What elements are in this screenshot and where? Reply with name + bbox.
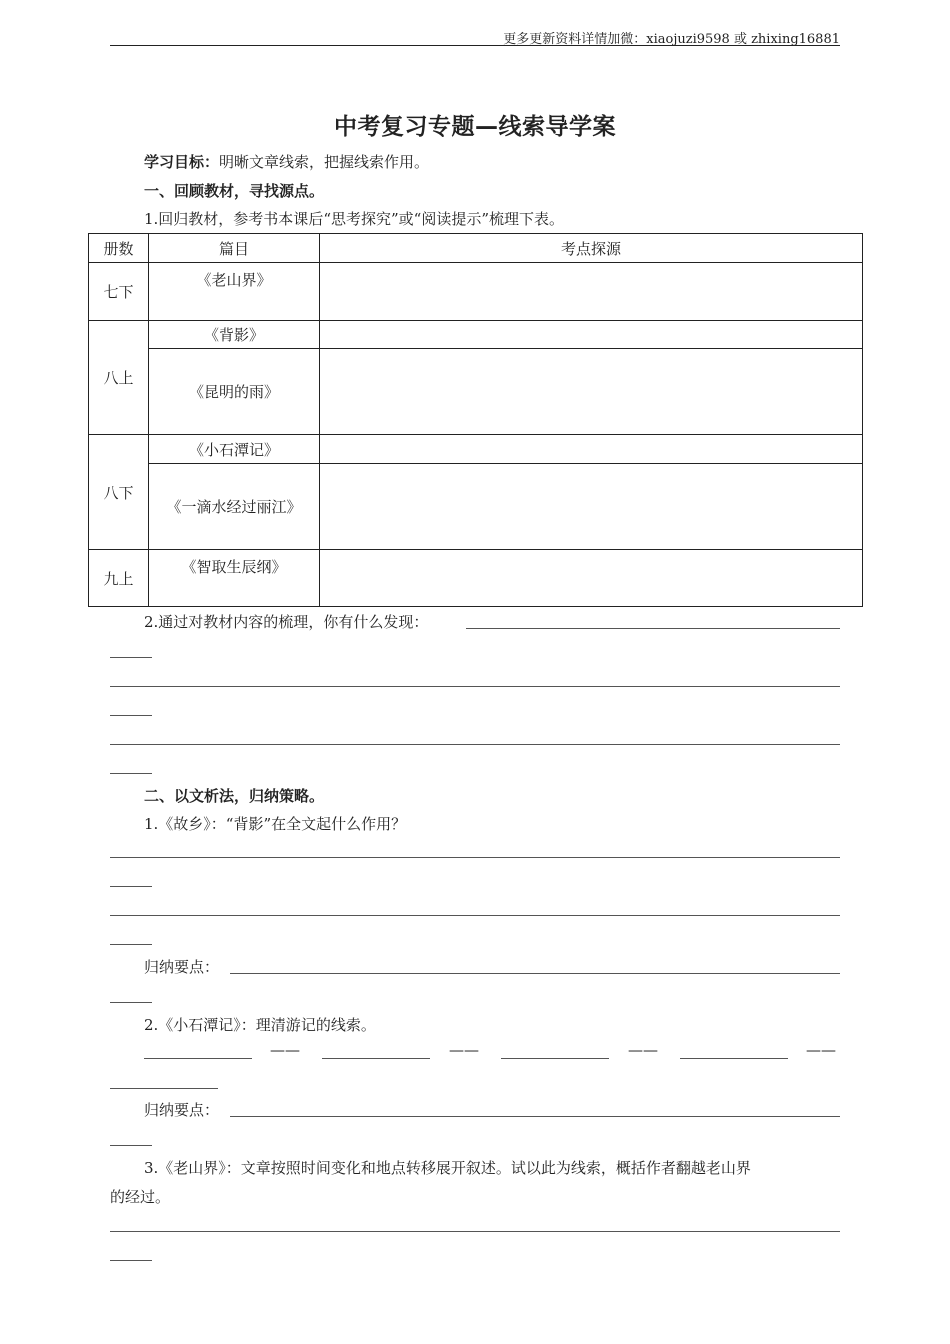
section1-question-1: 1.回归教材，参考书本课后“思考探究”或“阅读提示”梳理下表。: [144, 210, 564, 228]
table-row: [89, 321, 863, 349]
volume-cell: 九上: [89, 550, 149, 607]
title-cell: 《一滴水经过丽江》: [149, 464, 320, 550]
section2-question-3-line1: 3.《老山界》：文章按照时间变化和地点转移展开叙述。试以此为线索，概括作者翻越老山界: [144, 1159, 751, 1177]
section2-question-3-line2: 的经过。: [110, 1188, 171, 1206]
clue-blank-3[interactable]: [501, 1058, 609, 1059]
objective-text: 明晰文章线索，把握线索作用。: [219, 153, 430, 171]
answer-blank-short[interactable]: [110, 657, 152, 658]
answer-blank-short[interactable]: [110, 715, 152, 716]
table-row: [89, 263, 863, 321]
table-header-source: 考点探源: [320, 234, 863, 263]
answer-blank[interactable]: [110, 686, 840, 687]
volume-cell: 八下: [89, 435, 149, 550]
clue-blank-4[interactable]: [680, 1058, 788, 1059]
answer-cell[interactable]: [320, 464, 863, 550]
answer-blank[interactable]: [230, 1116, 840, 1117]
title-cell: 《昆明的雨》: [149, 349, 320, 435]
answer-blank[interactable]: [110, 915, 840, 916]
summary-label-2: 归纳要点：: [144, 1101, 220, 1119]
answer-blank[interactable]: [230, 973, 840, 974]
answer-blank[interactable]: [466, 628, 840, 629]
answer-cell[interactable]: [320, 263, 863, 321]
answer-blank-short[interactable]: [110, 773, 152, 774]
section1-question-2-line: [110, 612, 840, 632]
answer-cell[interactable]: [320, 435, 863, 464]
header-rule: [110, 45, 840, 46]
table-row: [89, 349, 863, 435]
answer-blank-short[interactable]: [110, 1260, 152, 1261]
clue-dash: ——: [449, 1041, 479, 1059]
answer-blank[interactable]: [110, 1231, 840, 1232]
table-row: [89, 550, 863, 607]
volume-cell: 八上: [89, 321, 149, 435]
table-row: [89, 435, 863, 464]
title-cell: 《老山界》: [149, 263, 320, 321]
answer-blank-short[interactable]: [110, 944, 152, 945]
table-header-row: [89, 234, 863, 263]
answer-cell[interactable]: [320, 321, 863, 349]
objective-line: [110, 152, 840, 172]
title-cell: 《智取生辰纲》: [149, 550, 320, 607]
table-header-title: 篇目: [149, 234, 320, 263]
clue-blank-1[interactable]: [144, 1058, 252, 1059]
section1-question-2: 2.通过对教材内容的梳理，你有什么发现：: [144, 613, 429, 631]
answer-blank[interactable]: [110, 744, 840, 745]
page-title: 中考复习专题—线索导学案: [334, 114, 616, 140]
clue-dash: ——: [270, 1041, 300, 1059]
answer-cell[interactable]: [320, 550, 863, 607]
volume-cell: 七下: [89, 263, 149, 321]
title-cell: 《小石潭记》: [149, 435, 320, 464]
summary-label-1: 归纳要点：: [144, 958, 220, 976]
review-table: [88, 233, 863, 607]
answer-blank-short[interactable]: [110, 1145, 152, 1146]
clue-dash: ——: [628, 1041, 658, 1059]
clue-blank-5[interactable]: [110, 1088, 218, 1089]
section2-heading: 二、以文析法，归纳策略。: [144, 787, 325, 805]
answer-blank[interactable]: [110, 857, 840, 858]
title-cell: 《背影》: [149, 321, 320, 349]
table-row: [89, 464, 863, 550]
clue-dash: ——: [806, 1041, 836, 1059]
header-note: 更多更新资料详情加微：xiaojuzi9598 或 zhixing16881: [503, 32, 840, 47]
answer-blank-short[interactable]: [110, 1002, 152, 1003]
answer-blank-short[interactable]: [110, 886, 152, 887]
objective-label: 学习目标：: [144, 153, 220, 171]
table-header-volume: 册数: [89, 234, 149, 263]
clue-blank-2[interactable]: [322, 1058, 430, 1059]
answer-cell[interactable]: [320, 349, 863, 435]
section2-question-2: 2.《小石潭记》：理清游记的线索。: [144, 1016, 376, 1034]
section1-heading: 一、回顾教材，寻找源点。: [144, 182, 325, 200]
section2-question-1: 1.《故乡》：“背影”在全文起什么作用？: [144, 815, 407, 833]
